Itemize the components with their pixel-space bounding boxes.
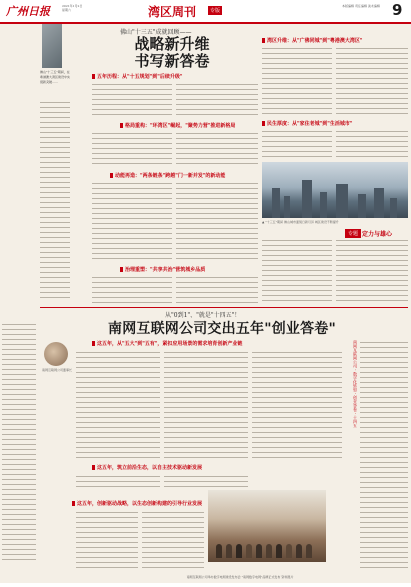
vertical-band-text: 南网互联网公司 · 数字化转型 · 创业答卷 · 十四五 (353, 340, 358, 428)
body-block-4 (176, 131, 258, 167)
subhead-3 (110, 172, 225, 179)
bottom-body-7 (142, 510, 204, 570)
bottom-left-column (2, 322, 36, 562)
bottom-body-2 (164, 350, 248, 460)
masthead (0, 0, 411, 24)
right-body-3 (262, 129, 332, 159)
person (296, 544, 302, 558)
building (390, 198, 397, 218)
bottom-body-5 (164, 474, 248, 488)
body-block-8 (176, 275, 258, 305)
promo-tag: 专题 (345, 229, 361, 238)
top-kicker: 佛山"十三五"成就回顾—— (120, 29, 192, 36)
portrait-caption: 南网互联网公司董事长 (42, 368, 73, 372)
bottom-body-1 (76, 350, 160, 460)
building (284, 196, 290, 218)
person (216, 544, 222, 558)
left-column-body (40, 100, 70, 300)
body-block-7 (92, 275, 172, 305)
city-skyline-photo (262, 162, 408, 218)
building (272, 188, 280, 218)
right-subhead-2 (262, 120, 352, 127)
subhead-2-text: 格局重构："环湾区"崛起，"聚势力营"推进新格局 (125, 123, 236, 129)
subhead-4-text: 治理重塑："共享共治"营筑城乡品质 (125, 267, 206, 273)
promo-title: 定力与雄心 (362, 231, 393, 238)
person (276, 544, 282, 558)
bottom-subhead-3-text: 这五年，创新驱动战略，以生态创新构建的引导行业发展 (77, 501, 203, 507)
vertical-band (352, 340, 358, 540)
right-body-2 (336, 46, 408, 116)
person (306, 544, 312, 558)
bottom-body-4 (76, 474, 160, 488)
right-body-5 (262, 238, 332, 304)
right-body-4 (336, 129, 408, 159)
person (256, 544, 262, 558)
body-block-3 (92, 131, 172, 167)
editor-info: 本版编辑 责任编辑 美术编辑 (342, 4, 380, 8)
person (286, 544, 292, 558)
headline-line-1: 战略新升维 (134, 35, 210, 53)
person (246, 544, 252, 558)
building (302, 180, 312, 218)
issue-date: 2021年1月2日 星期六 (62, 4, 83, 12)
subhead-1 (92, 73, 182, 80)
body-block-1 (92, 82, 172, 118)
person (236, 544, 242, 558)
subhead-1-text: 五年历程：从"十五规划"到"后续升级" (97, 74, 183, 80)
section-tag: 专版 (210, 8, 221, 14)
bottom-body-3 (252, 350, 342, 460)
left-column-text: 佛山"十三五"期间，在粤港澳大湾区建设中实现新突破…… (40, 70, 71, 84)
bottom-right-column (360, 340, 408, 570)
right-body-1 (262, 46, 332, 116)
page-number: 9 (392, 1, 403, 19)
top-headline (92, 36, 252, 70)
bottom-subhead-2-text: 这五年，筑立前沿生态，以自主技术驱动新发展 (97, 465, 203, 471)
bottom-subhead-1-text: 这五年，从"五大"到"五有"，紧扣应用场景的需求培育创新产业链 (97, 341, 243, 347)
bottom-body-6 (76, 510, 138, 570)
bottom-subhead-3 (72, 500, 202, 507)
section-title: 湾区周刊 (148, 5, 197, 19)
executive-portrait (44, 342, 68, 366)
right-subhead-2-text: 民生厚度：从"家住老城"到"生活城市" (267, 121, 353, 127)
subhead-2 (120, 122, 235, 129)
bottom-headline: 南网互联网公司交出五年"创业答卷" (108, 321, 336, 337)
group-photo (208, 490, 326, 562)
section-divider (40, 307, 408, 308)
building (320, 192, 327, 218)
footer-strip (0, 583, 411, 587)
subhead-3-text: 动能再造："两条链条"跨越"门一新并发"的新动能 (115, 173, 226, 179)
building (336, 184, 348, 218)
right-body-6 (336, 238, 408, 304)
building (374, 188, 384, 218)
top-left-photo (42, 24, 62, 68)
headline-line-2: 书写新答卷 (134, 52, 210, 70)
bottom-kicker: 从"0到1"、"就是"十四五"！ (165, 312, 241, 319)
person (226, 544, 232, 558)
right-subhead-1-text: 湾区升维：从"广佛同城"到"粤港澳大湾区" (267, 38, 363, 44)
body-block-5 (92, 181, 172, 261)
building (358, 194, 366, 218)
body-block-6 (176, 181, 258, 261)
bottom-subhead-1 (92, 340, 242, 347)
group-photo-caption: 南网互联网公司举办数字电网建设发布会 "南网数字电网"品牌正式发布 资料图片 (186, 575, 294, 579)
bottom-subhead-2 (92, 464, 202, 471)
city-photo-caption: ▲ "十三五"期间 佛山城市面貌日新月异 城区建设不断提升 (262, 220, 339, 224)
right-subhead-1 (262, 37, 362, 44)
body-block-2 (176, 82, 258, 118)
subhead-4 (120, 266, 205, 273)
newspaper-logo: 广州日报 (6, 5, 50, 18)
person (266, 544, 272, 558)
